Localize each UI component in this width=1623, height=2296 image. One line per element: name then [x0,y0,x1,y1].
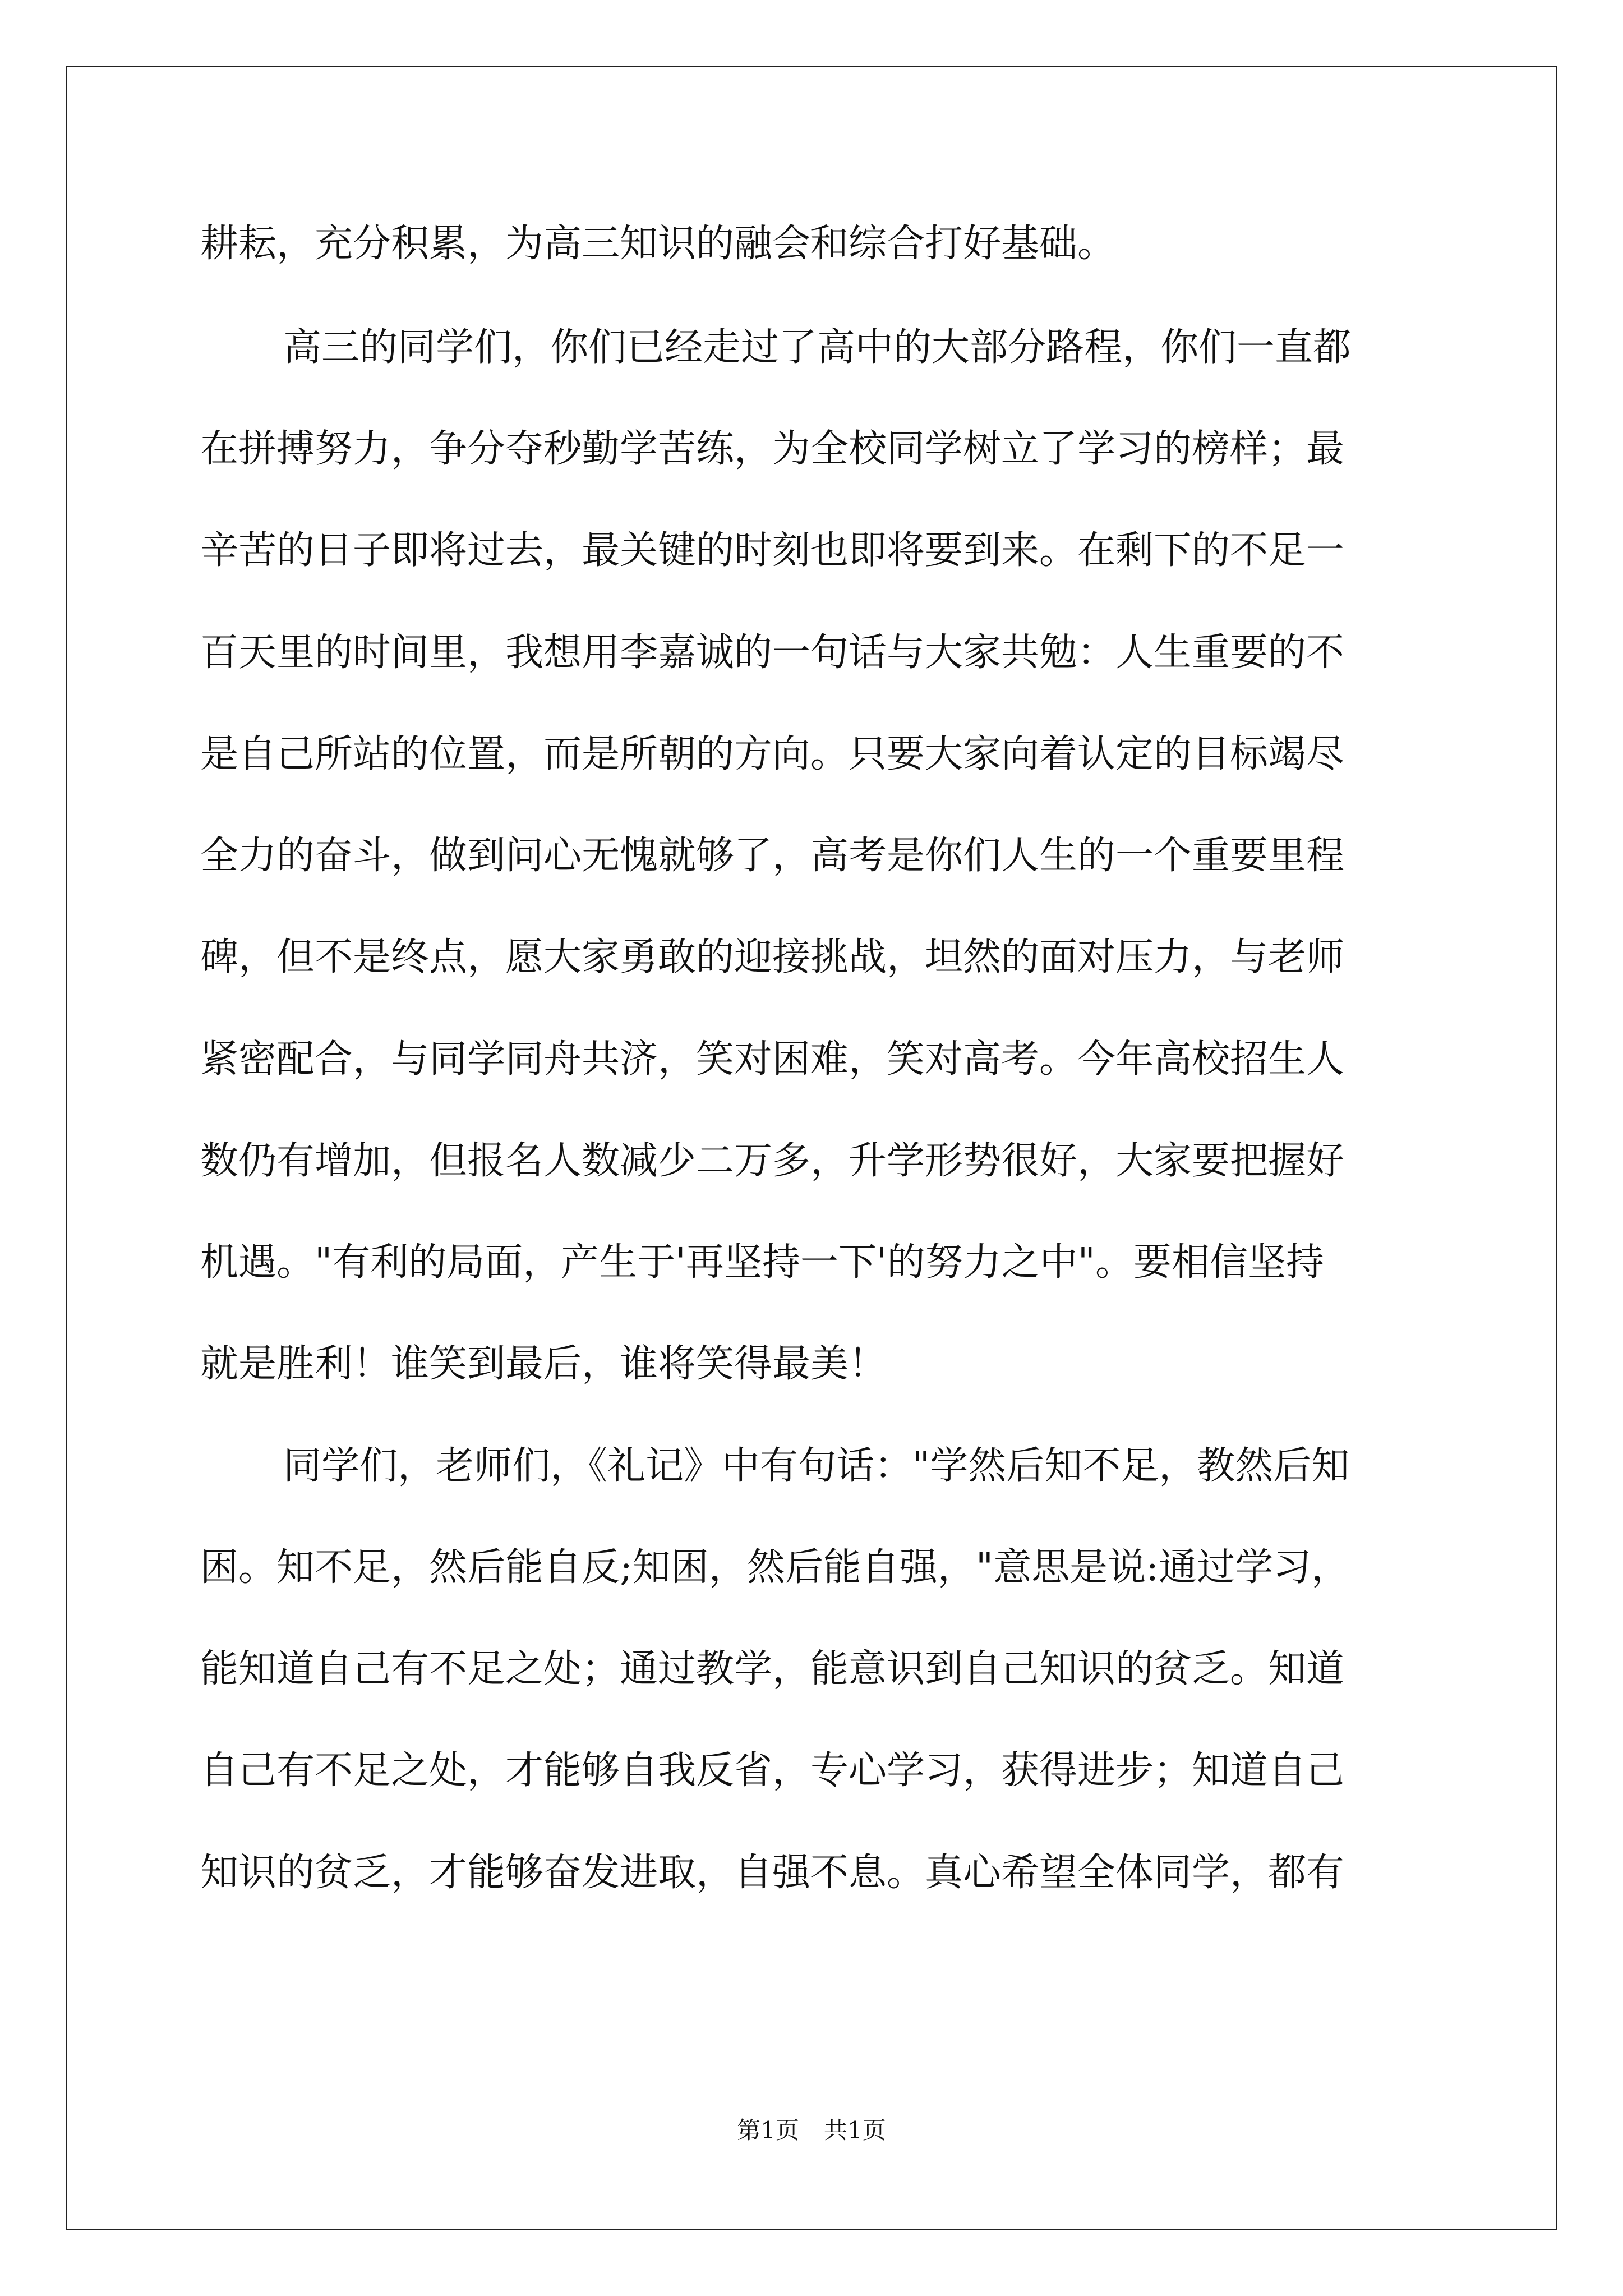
text-line: 全力的奋斗，做到问心无愧就够了，高考是你们人生的一个重要里程 [200,834,1345,878]
text-line: 百天里的时间里，我想用李嘉诚的一句话与大家共勉：人生重要的不 [200,631,1345,675]
paragraph-first-line: 高三的同学们，你们已经走过了高中的大部分路程，你们一直都 [283,325,1352,370]
text-line: 紧密配合，与同学同舟共济，笑对困难，笑对高考。今年高校招生人 [200,1037,1345,1082]
text-line: 自己有不足之处，才能够自我反省，专心学习，获得进步；知道自己 [200,1749,1345,1793]
text-line: 在拼搏努力，争分夺秒勤学苦练，为全校同学树立了学习的榜样；最 [200,427,1345,471]
page-total: 共1页 [824,2116,886,2144]
text-line: 知识的贫乏，才能够奋发进取，自强不息。真心希望全体同学，都有 [200,1851,1345,1895]
text-line: 是自己所站的位置，而是所朝的方向。只要大家向着认定的目标竭尽 [200,732,1345,776]
text-line: 困。知不足，然后能自反;知困，然后能自强，"意思是说:通过学习， [200,1545,1350,1590]
text-line: 机遇。"有利的局面，产生于'再坚持一下'的努力之中"。要相信坚持 [200,1240,1324,1285]
text-line: 能知道自己有不足之处；通过教学，能意识到自己知识的贫乏。知道 [200,1647,1345,1691]
text-line: 碑，但不是终点，愿大家勇敢的迎接挑战，坦然的面对压力，与老师 [200,935,1345,979]
page-number: 第1页 [737,2116,799,2144]
text-line: 数仍有增加，但报名人数减少二万多，升学形势很好，大家要把握好 [200,1139,1345,1183]
text-line: 耕耘，充分积累，为高三知识的融会和综合打好基础。 [200,222,1116,266]
page-footer [0,2114,1623,2147]
text-line: 就是胜利！谁笑到最后，谁将笑得最美！ [200,1342,887,1386]
text-line: 辛苦的日子即将过去，最关键的时刻也即将要到来。在剩下的不足一 [200,528,1345,573]
paragraph-first-line: 同学们，老师们，《礼记》中有句话："学然后知不足，教然后知 [283,1444,1350,1488]
